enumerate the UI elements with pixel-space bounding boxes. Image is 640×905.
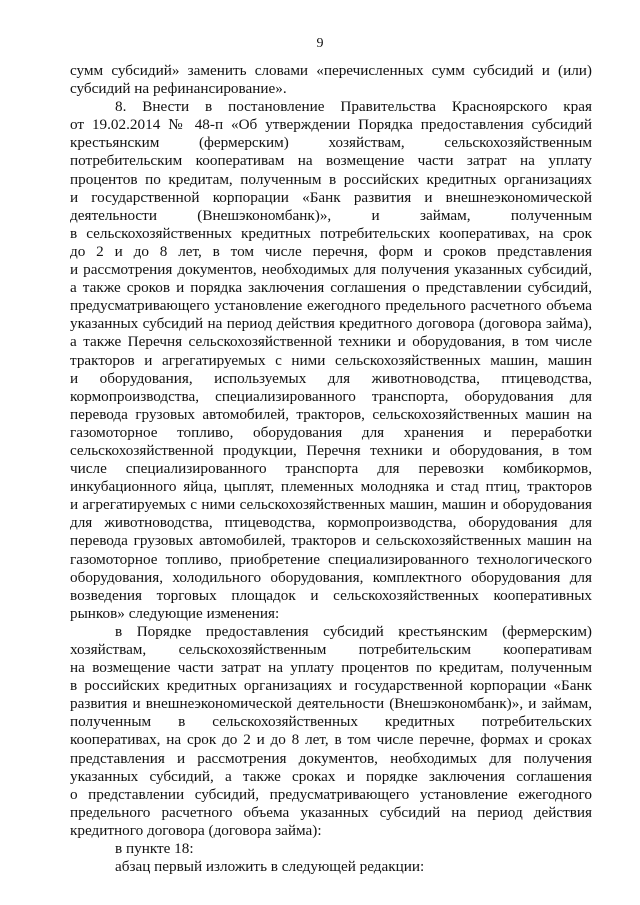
text-line: перевода грузовых автомобилей, тракторов и сельскохозяйственных машин на (70, 532, 592, 550)
text-line: потребительским кооперативам на возмещение части затрат на уплату (70, 152, 592, 170)
text-line: в Порядке предоставления субсидий крестьянским (фермерским) (115, 622, 592, 640)
text-line: развития и внешнеэкономической деятельности (Внешэкономбанк)», и займам, (70, 695, 592, 713)
text-line: перевода грузовых автомобилей, тракторов, сельскохозяйственных машин на (70, 405, 592, 423)
text-line: газомоторное топливо, приобретение специализированного технологического (70, 550, 592, 568)
document-body (70, 62, 592, 876)
text-line: деятельности (Внешэкономбанк)», и займам, полученным (70, 206, 592, 224)
text-line: для животноводства, птицеводства, кормопроизводства, оборудования для (70, 514, 592, 532)
text-line: абзац первый изложить в следующей редакции: (115, 858, 425, 876)
text-line: газомоторное топливо, оборудования для хранения и переработки (70, 423, 592, 441)
text-line: указанных субсидий на период действия кредитного договора (договора займа), (70, 315, 592, 333)
text-line: субсидий на рефинансирование». (70, 80, 287, 98)
text-line: на возмещение части затрат на уплату процентов по кредитам, полученным (70, 659, 592, 677)
text-line: хозяйствам, сельскохозяйственным потребительским кооперативам (70, 641, 592, 658)
text-line: кредитного договора (договора займа): (70, 821, 322, 839)
text-line: возведения торговых площадок и сельскохозяйственных кооперативных (70, 586, 592, 604)
text-line: инкубационного яйца, цыплят, племенных молодняка и стад птиц, тракторов (70, 478, 592, 496)
text-line: тракторов и агрегатируемых с ними сельскохозяйственных машин, машин (70, 351, 592, 369)
text-line: кооперативах, на срок до 2 и до 8 лет, в том числе перечне, формах и сроках (70, 731, 592, 749)
text-line: а также сроков и порядка заключения соглашения о представлении субсидий, (70, 279, 592, 297)
text-line: сумм субсидий» заменить словами «перечисленных сумм субсидий и (или) (70, 62, 592, 79)
text-line: крестьянским (фермерским) хозяйствам, сельскохозяйственным (70, 134, 592, 152)
text-line: в пункте 18: (115, 840, 194, 858)
text-line: представления и рассмотрения документов, необходимых для получения (70, 749, 592, 767)
text-line: числе специализированного транспорта для перевозки комбикормов, (70, 460, 592, 478)
text-line: полученным в сельскохозяйственных кредитных потребительских (70, 713, 592, 731)
text-line: в сельскохозяйственных кредитных потребительских кооперативах, на срок (70, 224, 592, 242)
text-line: от 19.02.2014 № 48-п «Об утверждении Порядка предоставления субсидий (70, 116, 592, 134)
text-line: кормопроизводства, специализированного транспорта, оборудования для (70, 387, 592, 405)
text-line: и рассмотрения документов, необходимых для получения указанных субсидий, (70, 261, 592, 279)
text-line: о представлении субсидий, предусматривающего установление ежегодного (70, 785, 592, 803)
page-number: 9 (316, 36, 324, 51)
text-line: и агрегатируемых с ними сельскохозяйственных машин, машин и оборудования (70, 496, 592, 514)
text-line: 8. Внести в постановление Правительства Красноярского края (115, 98, 592, 116)
text-line: предельного расчетного объема указанных субсидий на период действия (70, 803, 592, 821)
text-line: сельскохозяйственной продукции, Перечня техники и оборудования, в том (70, 441, 592, 459)
text-line: рынков» следующие изменения: (70, 604, 280, 622)
text-line: и государственной корпорации «Банк развития и внешнеэкономической (70, 188, 592, 206)
text-line: указанных субсидий, а также сроках и порядке заключения соглашения (70, 767, 592, 785)
text-line: в российских кредитных организациях и государственной корпорации «Банк (70, 677, 592, 695)
text-line: а также Перечня сельскохозяйственной техники и оборудования, в том числе (70, 333, 592, 351)
text-line: до 2 и до 8 лет, в том числе перечня, форм и сроков представления (70, 242, 592, 260)
text-line: и оборудования, используемых для животноводства, птицеводства, (70, 369, 592, 387)
text-line: процентов по кредитам, полученным в российских кредитных организациях (70, 170, 592, 188)
text-line: предусматривающего установление ежегодного предельного расчетного объема (70, 297, 592, 315)
text-line: оборудования, холодильного оборудования, комплектного оборудования для (70, 568, 592, 586)
